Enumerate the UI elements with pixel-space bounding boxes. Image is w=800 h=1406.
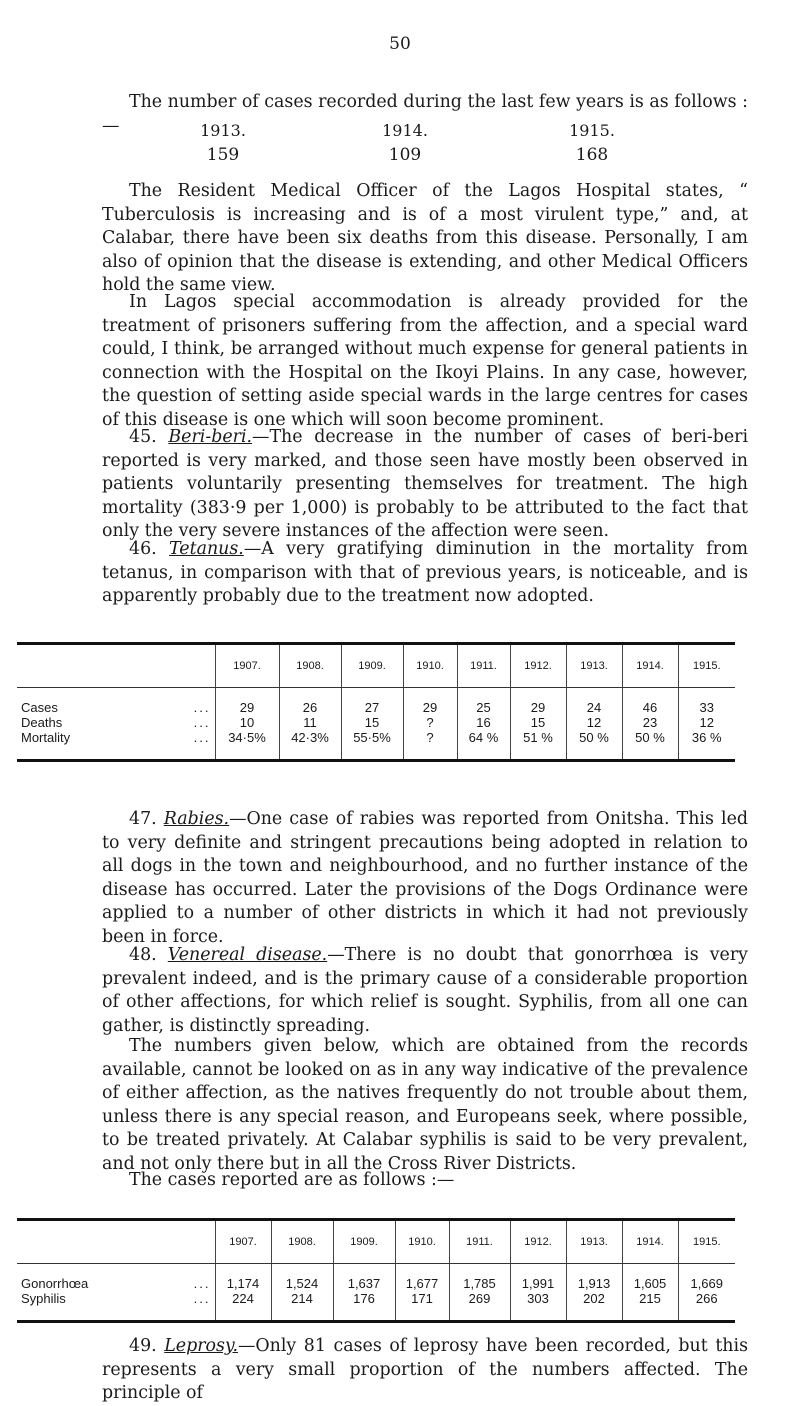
- table-row: [17, 730, 735, 745]
- tb-year: 1915.: [569, 121, 615, 140]
- table-cell: ?: [403, 730, 457, 745]
- year-header: 1911.: [457, 644, 510, 688]
- tb-count: 168: [575, 145, 609, 165]
- table-cell: 269: [449, 1291, 510, 1306]
- table-cell: 303: [510, 1291, 566, 1306]
- section-text: —The decrease in the number of cases of beri-beri reported is very marked, and those seen have mostly been observed in patients voluntarily presenting themselves for treatment. The high mortality (383·9 per 1,000) is probably to be attributed to the fact that only the very severe instances of the affection were seen.: [102, 427, 749, 541]
- table-cell: 1,174: [215, 1276, 271, 1291]
- section-46-tetanus: [102, 538, 748, 609]
- section-heading: Beri-beri.: [168, 427, 253, 447]
- row-label: Gonorrhœa ...: [21, 1276, 211, 1291]
- table-cell: 1,785: [449, 1276, 510, 1291]
- table-cell: 1,605: [622, 1276, 678, 1291]
- table-cell: 266: [678, 1291, 735, 1306]
- table-cell: 24: [566, 700, 622, 715]
- table-cell: ?: [403, 715, 457, 730]
- table-cell: 224: [215, 1291, 271, 1306]
- tetanus-header-row: [17, 644, 735, 688]
- table-cell: 46: [622, 700, 678, 715]
- tb-year: 1914.: [382, 121, 428, 140]
- tb-count: 159: [206, 145, 240, 165]
- section-text: —Only 81 cases of leprosy have been recorded, but this represents a very small proportion of the numbers affected. The principle of: [102, 1336, 748, 1403]
- section-number: 46.: [129, 539, 157, 559]
- table-row: [17, 1291, 735, 1306]
- year-header: 1915.: [678, 644, 735, 688]
- table-cell: 1,913: [566, 1276, 622, 1291]
- venereal-header-row: [17, 1220, 735, 1264]
- table-row: [17, 715, 735, 730]
- table-cell: 202: [566, 1291, 622, 1306]
- year-header: 1907.: [215, 1220, 271, 1264]
- section-number: 45.: [129, 427, 157, 447]
- section-number: 48.: [129, 945, 157, 965]
- table-cell: 1,637: [333, 1276, 395, 1291]
- venereal-paragraph-3: The cases reported are as follows :—: [129, 1170, 455, 1190]
- table-cell: 42·3%: [279, 730, 341, 745]
- tuberculosis-paragraph-2: In Lagos special accommodation is already provided for the treatment of prisoners suffering from the affection, and a special ward could, I think, be arranged without much expense for general patients in connection with the Hospital on the Ikoyi Plains. In any case, however, the question of setting aside special wards in the large centres for cases of this disease is one which will soon become prominent.: [102, 292, 748, 430]
- year-header: 1913.: [566, 1220, 622, 1264]
- table-row: [17, 700, 735, 715]
- venereal-paragraph-2: The numbers given below, which are obtained from the records available, cannot be looked on as in any way indicative of the prevalence of either affection, as the natives frequently do not trouble about them, unless there is any special reason, and Europeans seek, where possible, to be treated privately. At Calabar syphilis is said to be very prevalent, and not only there but in all the Cross River Districts.: [102, 1036, 748, 1174]
- table-cell: 26: [279, 700, 341, 715]
- row-label: Mortality ...: [21, 730, 211, 745]
- tuberculosis-paragraph-1: The Resident Medical Officer of the Lagos Hospital states, “ Tuberculosis is increasing and is of a most virulent type,” and, at Calabar, there have been six deaths from this disease. Personally, I am also of opinion that the disease is extending, and other Medical Officers hold the same view.: [102, 181, 748, 295]
- table-cell: 25: [457, 700, 510, 715]
- table-cell: 15: [341, 715, 403, 730]
- year-header: 1915.: [678, 1220, 735, 1264]
- section-heading: Leprosy.: [164, 1336, 238, 1356]
- table-cell: 50 %: [566, 730, 622, 745]
- row-label: Deaths ...: [21, 715, 211, 730]
- table-cell: 1,524: [271, 1276, 333, 1291]
- table-cell: 33: [678, 700, 735, 715]
- table-cell: 29: [403, 700, 457, 715]
- year-header: 1912.: [510, 1220, 566, 1264]
- page-number: 50: [389, 34, 411, 54]
- table-cell: 10: [215, 715, 279, 730]
- row-label: Cases ...: [21, 700, 211, 715]
- year-header: 1909.: [341, 644, 403, 688]
- table-cell: 34·5%: [215, 730, 279, 745]
- table-cell: 214: [271, 1291, 333, 1306]
- section-47-rabies: [102, 808, 748, 949]
- table-cell: 12: [566, 715, 622, 730]
- table-cell: 29: [215, 700, 279, 715]
- section-number: 49.: [129, 1336, 157, 1356]
- section-45-beri-beri: [102, 426, 748, 544]
- section-number: 47.: [129, 809, 157, 829]
- section-48-venereal: [102, 944, 748, 1038]
- table-cell: 64 %: [457, 730, 510, 745]
- table-cell: 55·5%: [341, 730, 403, 745]
- table-corner: [17, 1220, 215, 1264]
- table-cell: 36 %: [678, 730, 735, 745]
- section-heading: Venereal disease.: [167, 945, 328, 965]
- table-cell: 15: [510, 715, 566, 730]
- year-header: 1914.: [622, 644, 678, 688]
- year-header: 1910.: [395, 1220, 449, 1264]
- tb-count: 109: [388, 145, 422, 165]
- year-header: 1913.: [566, 644, 622, 688]
- section-text: —There is no doubt that gonorrhœa is very prevalent indeed, and is the primary cause of a considerable proportion of other affections, for which relief is sought. Syphilis, from all one can gather, is distinctly spreading.: [102, 945, 748, 1036]
- table-cell: 27: [341, 700, 403, 715]
- table-cell: 23: [622, 715, 678, 730]
- table-corner: [17, 644, 215, 688]
- year-header: 1908.: [271, 1220, 333, 1264]
- section-heading: Rabies.: [163, 809, 230, 829]
- year-header: 1909.: [333, 1220, 395, 1264]
- table-cell: 171: [395, 1291, 449, 1306]
- table-cell: 1,669: [678, 1276, 735, 1291]
- tb-year: 1913.: [200, 121, 246, 140]
- venereal-table: [17, 1218, 735, 1323]
- tetanus-table: [17, 642, 735, 762]
- table-cell: 50 %: [622, 730, 678, 745]
- section-text: —A very gratifying diminution in the mortality from tetanus, in comparison with that of previous years, is noticeable, and is apparently probably due to the treatment now adopted.: [102, 539, 749, 606]
- year-header: 1911.: [449, 1220, 510, 1264]
- year-header: 1910.: [403, 644, 457, 688]
- section-49-leprosy: [102, 1335, 748, 1406]
- table-cell: 16: [457, 715, 510, 730]
- year-header: 1912.: [510, 644, 566, 688]
- table-cell: 11: [279, 715, 341, 730]
- table-cell: 215: [622, 1291, 678, 1306]
- table-cell: 12: [678, 715, 735, 730]
- year-header: 1908.: [279, 644, 341, 688]
- year-header: 1907.: [215, 644, 279, 688]
- table-cell: 176: [333, 1291, 395, 1306]
- row-label: Syphilis ...: [21, 1291, 211, 1306]
- table-cell: 1,991: [510, 1276, 566, 1291]
- year-header: 1914.: [622, 1220, 678, 1264]
- section-text: —One case of rabies was reported from Onitsha. This led to very definite and stringent precautions being adopted in relation to all dogs in the town and neighbourhood, and no further instance of the disease has occurred. Later the provisions of the Dogs Ordinance were applied to a number of other districts in which it had not previously been in force.: [102, 809, 748, 947]
- intro-line: The number of cases recorded during the last few years is as follows :—: [102, 92, 748, 136]
- table-cell: 51 %: [510, 730, 566, 745]
- table-cell: 1,677: [395, 1276, 449, 1291]
- table-row: [17, 1276, 735, 1291]
- table-cell: 29: [510, 700, 566, 715]
- section-heading: Tetanus.: [169, 539, 244, 559]
